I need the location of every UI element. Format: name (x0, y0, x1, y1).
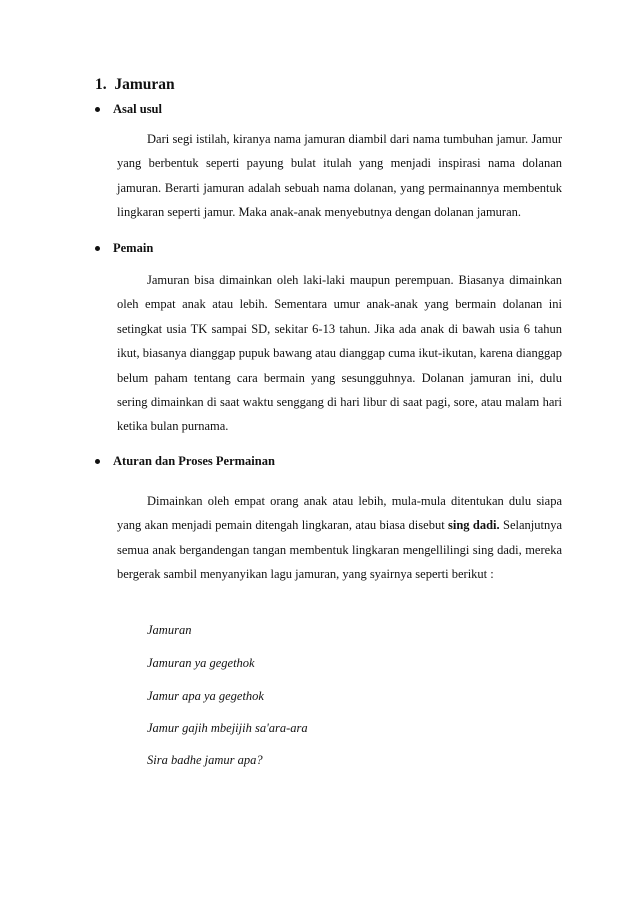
bullet-icon (95, 459, 100, 464)
aturan-paragraph (117, 489, 562, 587)
asal-usul-paragraph: Dari segi istilah, kiranya nama jamuran diambil dari nama tumbuhan jamur. Jamur yang berbentuk seperti payung bulat itulah yang menjadi inspirasi nama dolanan jamuran. Berarti jamuran adalah sebuah nama dolanan, yang permainannya membentuk lingkaran seperti jamur. Maka anak-anak menyebutnya dengan dolanan jamuran. (117, 132, 562, 220)
lyric-line: Jamuran ya gegethok (147, 656, 255, 670)
aturan-text-before: Dimainkan oleh empat orang anak atau lebih, mula-mula ditentukan dulu siapa yang akan menjadi pemain ditengah lingkaran, atau biasa disebut (117, 494, 562, 533)
pemain-paragraph: Jamuran bisa dimainkan oleh laki-laki maupun perempuan. Biasanya dimainkan oleh empat anak atau lebih. Sementara umur anak-anak yang bermain dolanan ini setingkat usia TK sampai SD, sekitar 6-13 tahun. Jika ada anak di bawah usia 6 tahun ikut, biasanya dianggap pupuk bawang atau dianggap cuma ikut-ikutan, karena dianggap belum paham tentang cara bermain yang sesungguhnya. Dolanan jamuran ini, dulu sering dimainkan di saat waktu senggang di hari libur di saat pagi, sore, atau malam hari ketika bulan purnama. (117, 273, 562, 434)
bullet-heading-aturan (95, 453, 275, 469)
section-heading (95, 76, 175, 94)
lyric-line: Jamur apa ya gegethok (147, 689, 264, 703)
lyric-line: Jamur gajih mbejijih sa'ara-ara (147, 721, 308, 735)
bullet-icon (95, 246, 100, 251)
pemain-heading: Pemain (113, 241, 154, 255)
section-title: Jamuran (114, 76, 175, 93)
aturan-emphasis: sing dadi. (448, 518, 500, 533)
section-number: 1. (95, 76, 107, 93)
lyric-line: Sira badhe jamur apa? (147, 753, 263, 767)
asal-usul-heading: Asal usul (113, 102, 162, 116)
bullet-heading-asal-usul (95, 101, 162, 117)
aturan-heading: Aturan dan Proses Permainan (113, 454, 275, 468)
bullet-heading-pemain (95, 240, 153, 256)
aturan-text-after: Selanjutnya semua anak bergandengan tangan membentuk lingkaran mengellilingi sing dadi, mereka bergerak sambil menyanyikan lagu jamuran, yang syairnya seperti berikut : (117, 518, 563, 582)
lyric-line: Jamuran (147, 623, 192, 637)
bullet-icon (95, 107, 100, 112)
